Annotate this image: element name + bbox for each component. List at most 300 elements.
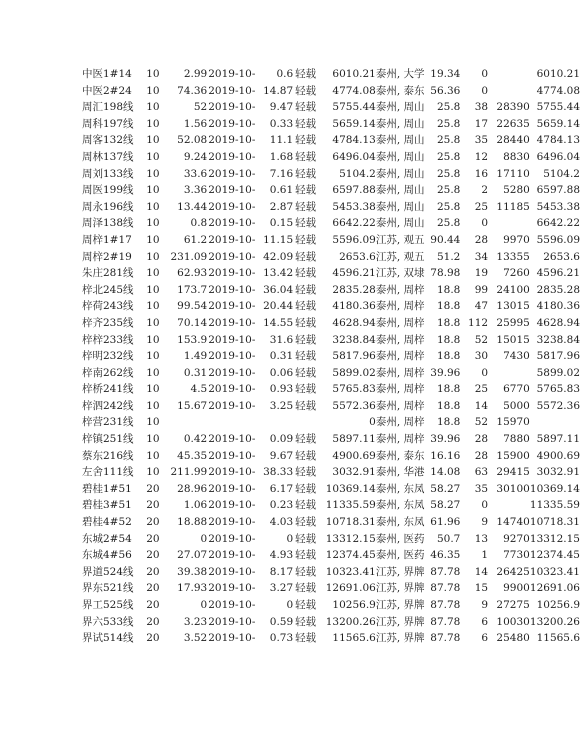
voltage-cell: 10 bbox=[146, 399, 160, 412]
value-h-cell: 5104.2 bbox=[543, 167, 580, 180]
value-h-cell bbox=[530, 414, 580, 431]
count-cell: 0 bbox=[481, 366, 489, 379]
value-g-cell bbox=[488, 83, 530, 100]
count-cell: 28 bbox=[474, 449, 489, 462]
table-row bbox=[82, 116, 580, 133]
voltage-cell: 10 bbox=[146, 366, 160, 379]
value-b-cell: 1.06 bbox=[183, 499, 208, 512]
table-row bbox=[82, 199, 580, 216]
voltage-cell: 10 bbox=[146, 68, 160, 80]
value-g-cell: 14740 bbox=[496, 516, 530, 529]
load-status-cell: 轻载 bbox=[295, 433, 317, 446]
line-name-cell: 周科197线 bbox=[82, 117, 134, 130]
date-cell: 2019-10- bbox=[208, 383, 256, 396]
line-name-cell: 周梓1#17 bbox=[82, 233, 132, 246]
value-d-cell: 12691.06 bbox=[325, 582, 376, 595]
line-name-cell: 碧桂1#51 bbox=[82, 482, 132, 495]
table-row bbox=[82, 514, 580, 531]
load-status-cell: 轻载 bbox=[295, 333, 317, 346]
load-status-cell: 轻载 bbox=[295, 184, 317, 197]
value-g-cell bbox=[488, 215, 530, 232]
table-row bbox=[82, 132, 580, 149]
load-status-cell: 轻载 bbox=[295, 632, 317, 645]
location-cell: 江苏, 界牌 bbox=[375, 599, 425, 611]
value-b-cell: 15.67 bbox=[177, 399, 208, 412]
value-c-cell: 11.1 bbox=[269, 134, 294, 147]
table-row bbox=[82, 215, 580, 232]
voltage-cell: 10 bbox=[146, 350, 160, 363]
value-g-cell: 15970 bbox=[496, 416, 530, 429]
date-cell: 2019-10- bbox=[208, 267, 256, 280]
value-e-cell: 58.27 bbox=[430, 482, 461, 495]
value-e-cell: 19.34 bbox=[430, 68, 461, 80]
value-d-cell: 5104.2 bbox=[339, 167, 376, 180]
value-b-cell: 153.9 bbox=[177, 333, 208, 346]
load-status-cell: 轻载 bbox=[295, 582, 317, 595]
table-row bbox=[82, 381, 580, 398]
value-b-cell: 0.31 bbox=[183, 366, 208, 379]
value-e-cell: 87.78 bbox=[430, 632, 461, 645]
voltage-cell: 10 bbox=[146, 117, 160, 130]
line-name-cell: 周梓2#19 bbox=[82, 250, 132, 263]
value-h-cell: 6642.22 bbox=[536, 217, 580, 230]
value-c-cell: 0.61 bbox=[269, 184, 294, 197]
table-body bbox=[82, 66, 580, 647]
location-cell: 泰州, 周梓 bbox=[375, 333, 425, 346]
value-e-cell: 25.8 bbox=[436, 217, 461, 230]
value-d-cell: 4628.94 bbox=[332, 316, 376, 329]
table-row bbox=[82, 497, 580, 514]
table-row bbox=[82, 531, 580, 548]
load-status-cell: 轻载 bbox=[295, 217, 317, 230]
table-row bbox=[82, 348, 580, 365]
load-status-cell: 轻载 bbox=[295, 167, 317, 180]
date-cell: 2019-10- bbox=[208, 134, 256, 147]
load-status-cell: 轻载 bbox=[295, 499, 317, 512]
line-name-cell: 周林137线 bbox=[82, 150, 134, 163]
count-cell: 14 bbox=[474, 565, 489, 578]
location-cell: 泰州, 大学 bbox=[375, 68, 425, 80]
value-d-cell: 5765.83 bbox=[332, 383, 376, 396]
date-cell bbox=[207, 414, 255, 431]
count-cell: 0 bbox=[481, 217, 489, 230]
table-row bbox=[82, 431, 580, 448]
value-b-cell: 0 bbox=[200, 532, 208, 545]
voltage-cell: 10 bbox=[146, 416, 160, 429]
value-c-cell: 0.23 bbox=[269, 499, 294, 512]
voltage-cell: 10 bbox=[146, 267, 160, 280]
value-c-cell: 11.15 bbox=[263, 233, 294, 246]
table-row bbox=[82, 464, 580, 481]
date-cell: 2019-10- bbox=[208, 433, 256, 446]
date-cell: 2019-10- bbox=[208, 599, 256, 611]
load-status-cell: 轻载 bbox=[295, 482, 317, 495]
value-e-cell: 14.08 bbox=[430, 466, 461, 479]
voltage-cell: 10 bbox=[146, 333, 160, 346]
value-g-cell: 28440 bbox=[496, 134, 530, 147]
voltage-cell: 20 bbox=[146, 615, 160, 628]
location-cell: 泰州, 周梓 bbox=[375, 316, 425, 329]
line-name-cell: 梓泗242线 bbox=[82, 399, 134, 412]
value-d-cell: 4180.36 bbox=[332, 300, 376, 313]
date-cell: 2019-10- bbox=[208, 449, 256, 462]
value-d-cell: 6642.22 bbox=[332, 217, 376, 230]
table-row bbox=[82, 99, 580, 116]
table-row bbox=[82, 398, 580, 415]
load-status-cell: 轻载 bbox=[295, 250, 317, 263]
value-c-cell: 0.31 bbox=[269, 350, 294, 363]
value-c-cell: 20.44 bbox=[263, 300, 294, 313]
count-cell: 28 bbox=[474, 233, 489, 246]
value-d-cell: 10718.31 bbox=[325, 516, 376, 529]
value-d-cell: 5572.36 bbox=[332, 399, 376, 412]
value-d-cell: 13200.26 bbox=[325, 615, 376, 628]
date-cell: 2019-10- bbox=[208, 300, 256, 313]
date-cell: 2019-10- bbox=[208, 399, 256, 412]
voltage-cell: 20 bbox=[146, 532, 160, 545]
value-d-cell: 5897.11 bbox=[332, 433, 376, 446]
value-c-cell: 3.25 bbox=[269, 399, 294, 412]
value-c-cell: 38.33 bbox=[263, 466, 294, 479]
value-e-cell: 61.96 bbox=[430, 516, 461, 529]
value-b-cell: 62.93 bbox=[177, 267, 208, 280]
value-c-cell: 4.93 bbox=[269, 549, 294, 562]
table-row bbox=[82, 614, 580, 631]
value-b-cell: 33.6 bbox=[183, 167, 208, 180]
load-status-cell: 轻载 bbox=[295, 300, 317, 313]
value-h-cell: 10369.14 bbox=[529, 482, 580, 495]
table-row bbox=[82, 332, 580, 349]
location-cell: 泰州, 周山 bbox=[375, 200, 425, 213]
value-g-cell: 7880 bbox=[503, 433, 530, 446]
load-status-cell bbox=[293, 414, 325, 431]
location-cell: 泰州, 泰东 bbox=[375, 84, 425, 97]
value-b-cell: 0.8 bbox=[190, 217, 208, 230]
value-h-cell: 11335.59 bbox=[529, 499, 580, 512]
value-c-cell: 14.87 bbox=[263, 84, 294, 97]
count-cell: 19 bbox=[474, 267, 489, 280]
value-c-cell: 2.87 bbox=[269, 200, 294, 213]
value-c-cell: 0.93 bbox=[269, 383, 294, 396]
value-e-cell: 25.8 bbox=[436, 184, 461, 197]
location-cell: 泰州, 周梓 bbox=[375, 433, 425, 446]
voltage-cell: 10 bbox=[146, 250, 160, 263]
value-e-cell: 25.8 bbox=[436, 200, 461, 213]
value-c-cell: 0.6 bbox=[276, 68, 294, 80]
table-row bbox=[82, 83, 580, 100]
value-g-cell: 9970 bbox=[503, 233, 530, 246]
line-name-cell: 东城4#56 bbox=[82, 549, 132, 562]
load-status-cell: 轻载 bbox=[295, 599, 317, 611]
location-cell: 泰州, 医药 bbox=[375, 532, 425, 545]
load-status-cell: 轻载 bbox=[295, 615, 317, 628]
value-d-cell: 5755.44 bbox=[332, 101, 376, 114]
location-cell: 江苏, 界牌 bbox=[375, 565, 425, 578]
value-d-cell: 10323.41 bbox=[325, 565, 376, 578]
value-d-cell: 3032.91 bbox=[332, 466, 376, 479]
voltage-cell: 10 bbox=[146, 300, 160, 313]
value-e-cell: 50.7 bbox=[436, 532, 461, 545]
line-name-cell: 梓北245线 bbox=[82, 283, 134, 296]
value-b-cell: 45.35 bbox=[177, 449, 208, 462]
load-status-cell: 轻载 bbox=[295, 150, 317, 163]
count-cell: 63 bbox=[474, 466, 489, 479]
count-cell: 6 bbox=[481, 615, 489, 628]
line-name-cell: 梓齐235线 bbox=[82, 316, 134, 329]
value-b-cell: 2.99 bbox=[183, 68, 208, 80]
value-b-cell: 70.14 bbox=[177, 316, 208, 329]
line-name-cell: 梓梓233线 bbox=[82, 333, 134, 346]
value-d-cell: 5596.09 bbox=[332, 233, 376, 246]
value-b-cell: 52.08 bbox=[177, 134, 208, 147]
value-h-cell: 10718.31 bbox=[529, 516, 580, 529]
load-status-cell: 轻载 bbox=[295, 516, 317, 529]
value-d-cell: 0 bbox=[369, 416, 376, 429]
voltage-cell: 10 bbox=[146, 449, 160, 462]
line-name-cell: 梓营231线 bbox=[82, 416, 134, 429]
voltage-cell: 10 bbox=[146, 383, 160, 396]
value-c-cell: 1.68 bbox=[269, 150, 294, 163]
value-g-cell: 27275 bbox=[496, 599, 530, 611]
count-cell: 47 bbox=[474, 300, 489, 313]
table-row bbox=[82, 298, 580, 315]
location-cell: 泰州, 华港 bbox=[375, 466, 425, 479]
date-cell: 2019-10- bbox=[208, 250, 256, 263]
table-row bbox=[82, 315, 580, 332]
load-status-cell: 轻载 bbox=[295, 366, 317, 379]
voltage-cell: 10 bbox=[146, 466, 160, 479]
table-row bbox=[82, 149, 580, 166]
value-g-cell: 15900 bbox=[496, 449, 530, 462]
load-status-cell: 轻载 bbox=[295, 532, 317, 545]
date-cell: 2019-10- bbox=[208, 532, 256, 545]
table-row bbox=[82, 265, 580, 282]
count-cell: 25 bbox=[474, 200, 489, 213]
value-c-cell: 7.16 bbox=[269, 167, 294, 180]
count-cell: 0 bbox=[481, 84, 489, 97]
table-row bbox=[82, 282, 580, 299]
voltage-cell: 10 bbox=[146, 217, 160, 230]
voltage-cell: 20 bbox=[146, 565, 160, 578]
value-h-cell: 5572.36 bbox=[536, 399, 580, 412]
date-cell: 2019-10- bbox=[208, 283, 256, 296]
date-cell: 2019-10- bbox=[208, 316, 256, 329]
value-d-cell: 6010.21 bbox=[332, 68, 376, 80]
value-e-cell: 39.96 bbox=[430, 366, 461, 379]
value-h-cell: 5817.96 bbox=[536, 350, 580, 363]
table-row bbox=[82, 232, 580, 249]
date-cell: 2019-10- bbox=[208, 217, 256, 230]
load-status-cell: 轻载 bbox=[295, 383, 317, 396]
date-cell: 2019-10- bbox=[208, 350, 256, 363]
value-b-cell: 17.93 bbox=[177, 582, 208, 595]
date-cell: 2019-10- bbox=[208, 200, 256, 213]
value-h-cell: 13312.15 bbox=[529, 532, 580, 545]
value-c-cell: 13.42 bbox=[263, 267, 294, 280]
line-name-cell: 周客132线 bbox=[82, 134, 134, 147]
value-c-cell: 0.15 bbox=[269, 217, 294, 230]
value-d-cell: 5659.14 bbox=[332, 117, 376, 130]
value-e-cell: 18.8 bbox=[436, 333, 461, 346]
load-status-cell: 轻载 bbox=[295, 134, 317, 147]
value-g-cell: 10030 bbox=[496, 615, 530, 628]
load-status-cell: 轻载 bbox=[295, 101, 317, 114]
value-e-cell: 18.8 bbox=[436, 316, 461, 329]
voltage-cell: 20 bbox=[146, 632, 160, 645]
value-g-cell: 7430 bbox=[503, 350, 530, 363]
value-h-cell: 3032.91 bbox=[536, 466, 580, 479]
location-cell: 江苏, 界牌 bbox=[375, 632, 425, 645]
value-g-cell: 13015 bbox=[496, 300, 530, 313]
date-cell: 2019-10- bbox=[208, 84, 256, 97]
line-name-cell: 梓明232线 bbox=[82, 350, 134, 363]
count-cell: 0 bbox=[481, 499, 489, 512]
value-c-cell: 0.73 bbox=[269, 632, 294, 645]
value-g-cell: 6770 bbox=[503, 383, 530, 396]
value-d-cell: 13312.15 bbox=[325, 532, 376, 545]
value-h-cell: 12374.45 bbox=[529, 549, 580, 562]
voltage-cell: 10 bbox=[146, 101, 160, 114]
count-cell: 99 bbox=[474, 283, 489, 296]
load-status-cell: 轻载 bbox=[295, 233, 317, 246]
value-e-cell: 18.8 bbox=[436, 399, 461, 412]
date-cell: 2019-10- bbox=[208, 184, 256, 197]
load-status-cell: 轻载 bbox=[295, 449, 317, 462]
count-cell: 0 bbox=[481, 68, 489, 80]
count-cell: 6 bbox=[481, 632, 489, 645]
line-name-cell: 东城2#54 bbox=[82, 532, 132, 545]
load-status-cell: 轻载 bbox=[295, 399, 317, 412]
count-cell: 34 bbox=[474, 250, 489, 263]
value-d-cell: 4774.08 bbox=[332, 84, 376, 97]
value-g-cell bbox=[488, 66, 530, 83]
date-cell: 2019-10- bbox=[208, 466, 256, 479]
value-e-cell: 46.35 bbox=[430, 549, 461, 562]
table-row bbox=[82, 66, 580, 83]
value-d-cell: 11565.6 bbox=[332, 632, 376, 645]
value-e-cell: 51.2 bbox=[436, 250, 461, 263]
value-e-cell: 25.8 bbox=[436, 167, 461, 180]
value-b-cell: 0 bbox=[200, 599, 208, 611]
location-cell: 江苏, 双埭 bbox=[375, 267, 425, 280]
value-b-cell: 13.44 bbox=[177, 200, 208, 213]
value-b-cell: 1.56 bbox=[183, 117, 208, 130]
location-cell: 泰州, 周梓 bbox=[375, 383, 425, 396]
count-cell: 1 bbox=[481, 549, 489, 562]
value-g-cell: 15015 bbox=[496, 333, 530, 346]
value-b-cell: 52 bbox=[193, 101, 208, 114]
line-name-cell: 左舍111线 bbox=[82, 466, 134, 479]
location-cell: 泰州, 周山 bbox=[375, 101, 425, 114]
location-cell: 泰州, 东凤 bbox=[375, 499, 425, 512]
value-c-cell: 0.33 bbox=[269, 117, 294, 130]
table-row bbox=[82, 182, 580, 199]
value-g-cell: 26425 bbox=[496, 565, 530, 578]
value-e-cell: 18.8 bbox=[436, 300, 461, 313]
table-row bbox=[82, 414, 580, 431]
value-g-cell: 5280 bbox=[503, 184, 530, 197]
count-cell: 16 bbox=[474, 167, 489, 180]
value-g-cell: 5000 bbox=[503, 399, 530, 412]
count-cell: 28 bbox=[474, 433, 489, 446]
value-c-cell: 31.6 bbox=[269, 333, 294, 346]
value-c-cell: 0 bbox=[286, 532, 294, 545]
value-g-cell: 9270 bbox=[503, 532, 530, 545]
value-c-cell: 0.06 bbox=[269, 366, 294, 379]
value-b-cell: 18.88 bbox=[177, 516, 208, 529]
value-h-cell: 4628.94 bbox=[536, 316, 580, 329]
value-d-cell: 6597.88 bbox=[332, 184, 376, 197]
load-status-cell: 轻载 bbox=[295, 283, 317, 296]
value-e-cell: 16.16 bbox=[430, 449, 461, 462]
value-c-cell bbox=[255, 414, 293, 431]
location-cell: 泰州, 周梓 bbox=[375, 300, 425, 313]
count-cell: 13 bbox=[474, 532, 489, 545]
voltage-cell: 10 bbox=[146, 433, 160, 446]
value-b-cell: 211.99 bbox=[170, 466, 208, 479]
voltage-cell: 20 bbox=[146, 482, 160, 495]
table-row bbox=[82, 249, 580, 266]
data-table bbox=[82, 66, 580, 647]
table-row bbox=[82, 365, 580, 382]
location-cell: 泰州, 周山 bbox=[375, 217, 425, 230]
value-d-cell: 2835.28 bbox=[332, 283, 376, 296]
value-d-cell: 5899.02 bbox=[332, 366, 376, 379]
date-cell: 2019-10- bbox=[208, 549, 256, 562]
date-cell: 2019-10- bbox=[208, 117, 256, 130]
voltage-cell: 10 bbox=[146, 283, 160, 296]
date-cell: 2019-10- bbox=[208, 68, 256, 80]
table-row bbox=[82, 580, 580, 597]
value-b-cell: 39.38 bbox=[177, 565, 208, 578]
value-b-cell: 27.07 bbox=[177, 549, 208, 562]
value-d-cell: 4900.69 bbox=[332, 449, 376, 462]
value-g-cell bbox=[488, 365, 530, 382]
count-cell: 14 bbox=[474, 399, 489, 412]
line-name-cell: 周汇198线 bbox=[82, 101, 134, 114]
value-e-cell: 25.8 bbox=[436, 134, 461, 147]
voltage-cell: 20 bbox=[146, 499, 160, 512]
value-g-cell: 17110 bbox=[496, 167, 530, 180]
value-g-cell: 30100 bbox=[496, 482, 530, 495]
value-e-cell: 18.8 bbox=[436, 383, 461, 396]
value-e-cell: 25.8 bbox=[436, 150, 461, 163]
value-h-cell: 5659.14 bbox=[536, 117, 580, 130]
value-e-cell: 25.8 bbox=[436, 117, 461, 130]
value-b-cell: 3.52 bbox=[183, 632, 208, 645]
count-cell: 35 bbox=[474, 482, 489, 495]
value-g-cell: 25995 bbox=[496, 316, 530, 329]
value-b-cell bbox=[160, 414, 208, 431]
value-d-cell: 10369.14 bbox=[325, 482, 376, 495]
count-cell: 12 bbox=[474, 150, 489, 163]
value-b-cell: 3.36 bbox=[183, 184, 208, 197]
value-h-cell: 5899.02 bbox=[536, 366, 580, 379]
line-name-cell: 周刘133线 bbox=[82, 167, 134, 180]
count-cell: 17 bbox=[474, 117, 489, 130]
value-h-cell: 3238.84 bbox=[536, 333, 580, 346]
load-status-cell: 轻载 bbox=[295, 565, 317, 578]
value-b-cell: 99.54 bbox=[177, 300, 208, 313]
load-status-cell: 轻载 bbox=[295, 200, 317, 213]
date-cell: 2019-10- bbox=[208, 582, 256, 595]
location-cell: 泰州, 周山 bbox=[375, 184, 425, 197]
value-h-cell: 6010.21 bbox=[536, 68, 580, 80]
value-d-cell: 12374.45 bbox=[325, 549, 376, 562]
load-status-cell: 轻载 bbox=[295, 549, 317, 562]
table-row bbox=[82, 448, 580, 465]
line-name-cell: 界道524线 bbox=[82, 565, 134, 578]
